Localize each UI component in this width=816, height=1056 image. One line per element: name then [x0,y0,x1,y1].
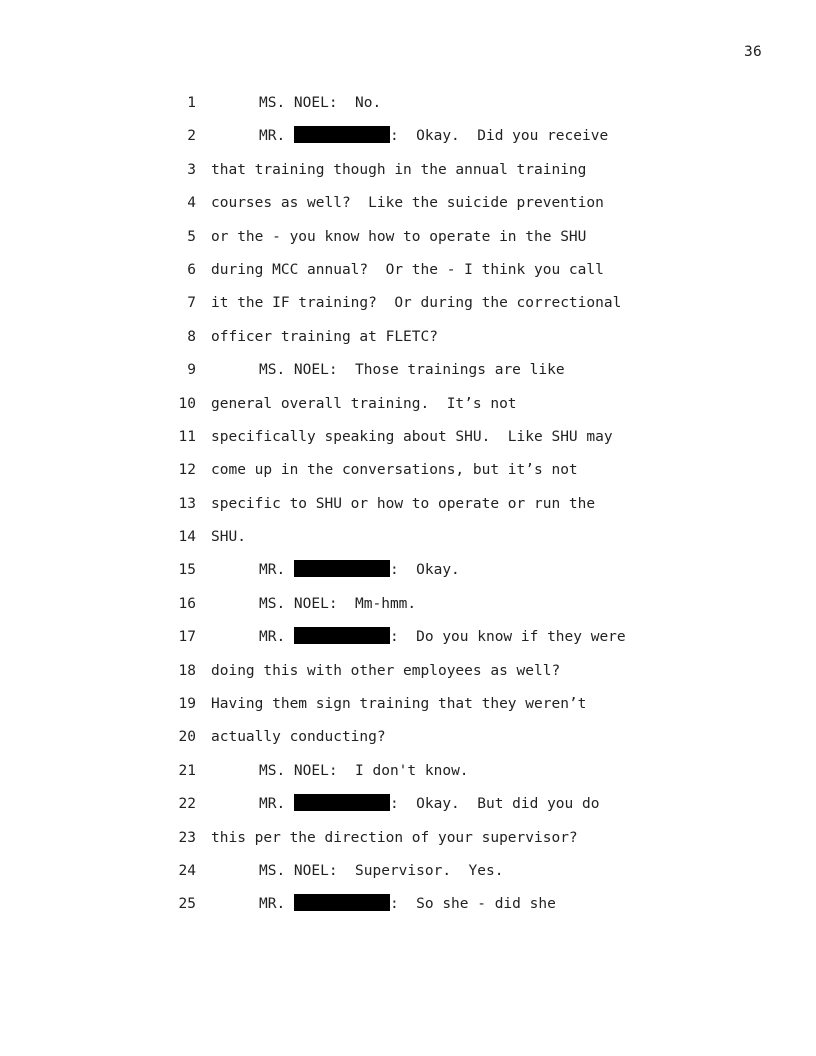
spoken-text: Supervisor. Yes. [337,862,504,879]
transcript-line [0,527,816,560]
spoken-text: : Okay. [389,562,460,579]
line-number: 5 [187,228,196,245]
spoken-text: that training though in the annual training [211,161,587,178]
spoken-text: general overall training. It’s not [211,395,517,412]
line-number: 3 [187,161,196,178]
transcript-line [0,694,816,727]
redaction-bar [294,126,390,143]
redaction-bar [294,627,390,644]
line-text [259,560,460,580]
transcript-line [0,761,816,794]
line-number: 21 [178,762,196,779]
spoken-text: : So she - did she [389,896,556,913]
line-text [211,527,246,547]
transcript-line [0,828,816,861]
line-text [211,327,438,347]
spoken-text: this per the direction of your supervisor? [211,829,578,846]
spoken-text: during MCC annual? Or the - I think you call [211,261,604,278]
line-number: 11 [178,428,196,445]
line-text [211,494,595,514]
transcript-line [0,794,816,827]
redaction-bar [294,794,390,811]
line-number: 9 [187,362,196,379]
line-text [211,460,578,480]
transcript-line [0,260,816,293]
line-number: 1 [187,95,196,111]
transcript-line [0,93,816,126]
transcript-line [0,627,816,660]
transcript-line [0,193,816,226]
line-text [211,260,604,280]
speaker-label: MR. [259,128,286,145]
spoken-text: : Okay. But did you do [389,796,600,813]
transcript-line [0,560,816,593]
line-number: 6 [187,261,196,278]
line-number: 14 [178,529,196,546]
line-number: 25 [178,896,196,913]
transcript-line [0,126,816,159]
speaker-label: MS. NOEL: [259,362,338,379]
speaker-label: MS. NOEL: [259,862,338,879]
line-text [211,293,621,313]
spoken-text: : Okay. Did you receive [389,128,609,145]
transcript-line [0,594,816,627]
spoken-text: I don't know. [337,762,469,779]
line-text [211,193,604,213]
line-text [211,828,578,848]
line-number: 13 [178,495,196,512]
line-text [211,394,517,414]
line-number: 4 [187,195,196,212]
redaction-bar [294,560,390,577]
speaker-label: MR. [259,796,286,813]
page-number: 36 [743,44,762,60]
transcript-line [0,894,816,927]
line-number: 20 [178,729,196,746]
spoken-text: Those trainings are like [337,362,565,379]
transcript-line [0,661,816,694]
line-number: 2 [187,128,196,145]
line-number: 18 [178,662,196,679]
transcript-line [0,160,816,193]
spoken-text: Having them sign training that they weren’t [211,696,587,713]
line-number: 19 [178,696,196,713]
spoken-text: it the IF training? Or during the correctional [211,295,622,312]
speaker-label: MS. NOEL: [259,762,338,779]
spoken-text: doing this with other employees as well? [211,662,561,679]
speaker-label: MS. NOEL: [259,95,338,111]
spoken-text: officer training at FLETC? [211,328,438,345]
line-text [259,894,556,914]
line-text [211,427,613,447]
speaker-label: MR. [259,629,286,646]
speaker-label: MS. NOEL: [259,595,338,612]
line-number: 16 [178,595,196,612]
line-number: 17 [178,629,196,646]
line-text [211,661,560,681]
transcript-body [0,93,816,928]
transcript-line [0,227,816,260]
spoken-text: : Do you know if they were [389,629,626,646]
speaker-label: MR. [259,896,286,913]
spoken-text: specifically speaking about SHU. Like SHU may [211,428,613,445]
spoken-text: No. [337,95,382,111]
transcript-line [0,727,816,760]
redaction-bar [294,894,390,911]
line-number: 7 [187,295,196,312]
transcript-line [0,861,816,894]
line-text [211,727,386,747]
spoken-text: Mm-hmm. [337,595,417,612]
transcript-line [0,327,816,360]
line-text [211,694,586,714]
line-text [211,160,586,180]
spoken-text: actually conducting? [211,729,386,746]
transcript-line [0,394,816,427]
line-number: 22 [178,796,196,813]
line-number: 23 [178,829,196,846]
line-number: 15 [178,562,196,579]
line-text [259,861,503,881]
line-text [211,227,586,247]
line-number: 10 [178,395,196,412]
line-text [259,360,565,380]
line-text [259,126,608,146]
spoken-text: or the - you know how to operate in the SHU [211,228,587,245]
line-text [259,93,381,113]
spoken-text: SHU. [211,529,246,546]
line-number: 12 [178,462,196,479]
spoken-text: courses as well? Like the suicide prevention [211,195,604,212]
transcript-line [0,494,816,527]
line-text [259,794,599,814]
line-number: 8 [187,328,196,345]
spoken-text: come up in the conversations, but it’s not [211,462,578,479]
spoken-text: specific to SHU or how to operate or run the [211,495,596,512]
transcript-line [0,360,816,393]
transcript-line [0,293,816,326]
transcript-line [0,460,816,493]
transcript-line [0,427,816,460]
line-text [259,761,469,781]
line-text [259,627,626,647]
line-number: 24 [178,862,196,879]
line-text [259,594,416,614]
speaker-label: MR. [259,562,286,579]
